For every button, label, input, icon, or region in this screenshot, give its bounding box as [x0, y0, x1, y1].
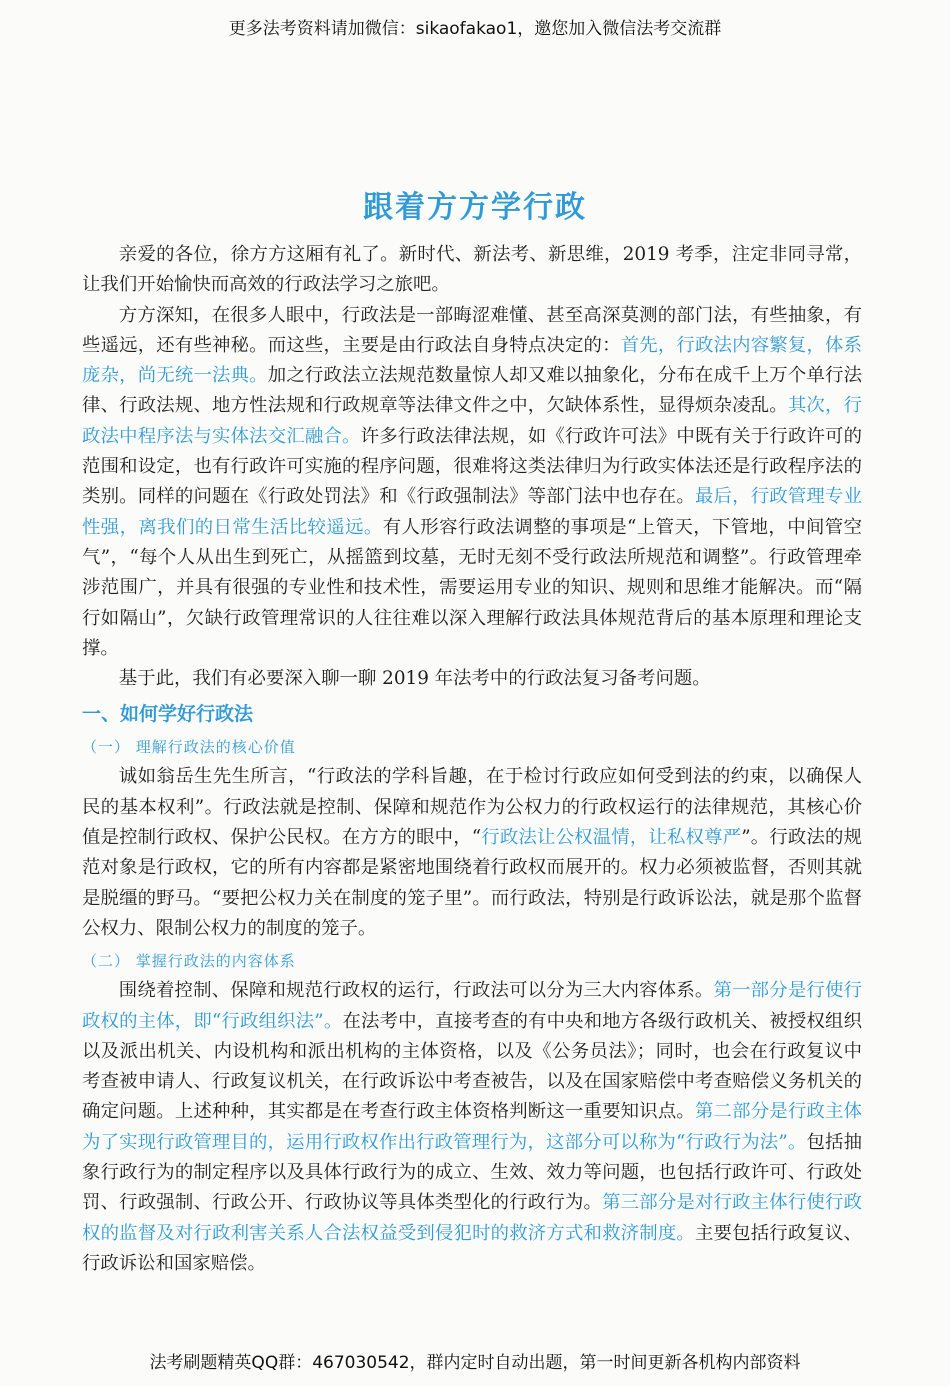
highlight-third: 最后，行政管理专业性强，离我们的日常生活比较遥远。 — [82, 486, 862, 538]
highlight-part-two: 第二部分是行政主体为了实现行政管理目的，运用行政权作出行政管理行为，这部分可以称为“行政行为法”。 — [82, 1101, 862, 1153]
text-segment: 包括抽象行政行为的制定程序以及具体行政行为的成立、生效、效力等问题，也包括行政许可、行政处罚、行政强制、行政公开、行政协议等具体类型化的行政行为。 — [82, 1131, 862, 1214]
text-segment: 方方深知，在很多人眼中，行政法是一部晦涩难懂、甚至高深莫测的部门法，有些抽象，有些遥远，还有些神秘。而这些，主要是由行政法自身特点决定的： — [82, 304, 862, 356]
subsection-heading-1: （一） 理解行政法的核心价值 — [82, 738, 296, 757]
highlight-quote: 行政法让公权温情，让私权尊严 — [481, 827, 742, 849]
paragraph-intro: 亲爱的各位，徐方方这厢有礼了。新时代、新法考、新思维，2019 考季，注定非同寻常，让我们开始愉快而高效的行政法学习之旅吧。 — [82, 244, 862, 296]
highlight-second: 其次，行政法中程序法与实体法交汇融合。 — [82, 395, 862, 447]
footer-note: 法考刷题精英QQ群：467030542，群内定时自动出题，第一时间更新各机构内部资料 — [149, 1353, 801, 1373]
paragraph-characteristics — [82, 301, 862, 665]
text-segment: 围绕着控制、保障和规范行政权的运行，行政法可以分为三大内容体系。 — [118, 980, 714, 1002]
text-segment: 主要包括行政复议、行政诉讼和国家赔偿。 — [82, 1222, 862, 1274]
text-segment: 在法考中，直接考查的有中央和地方各级行政机关、被授权组织以及派出机关、内设机构和派出机构的主体资格，以及《公务员法》；同时，也会在行政复议中考查被申请人、行政复议机关，在行政诉讼中考查被告，以及在国家赔偿中考查赔偿义务机关的确定问题。上述种种，其实都是在考查行政主体资格判断这一重要知识点。 — [82, 1010, 862, 1123]
text-segment: 加之行政法立法规范数量惊人却又难以抽象化，分布在成千上万个单行法律、行政法规、地方性法规和行政规章等法律文件之中，欠缺体系性，显得烦杂凌乱。 — [82, 365, 862, 417]
highlight-part-one: 第一部分是行使行政权的主体，即“行政组织法”。 — [82, 980, 862, 1032]
text-segment: 诚如翁岳生先生所言，“行政法的学科旨趣，在于检讨行政应如何受到法的约束，以确保人民的基本权利”。行政法就是控制、保障和规范作为公权力的行政权运行的法律规范，其核心价值是控制行政权、保护公民权。在方方的眼中，“ — [82, 766, 862, 849]
paragraph-core-value — [82, 762, 862, 944]
header-note: 更多法考资料请加微信：sikaofakao1，邀您加入微信法考交流群 — [228, 19, 722, 39]
subsection-heading-2: （二） 掌握行政法的内容体系 — [82, 952, 296, 971]
text-segment: ”。行政法的规范对象是行政权，它的所有内容都是紧密地围绕着行政权而展开的。权力必须被监督，否则其就是脱缰的野马。“要把公权力关在制度的笼子里”。而行政法，特别是行政诉讼法，就是那个监督公权力、限制公权力的制度的笼子。 — [82, 827, 862, 939]
paragraph-basis: 基于此，我们有必要深入聊一聊 2019 年法考中的行政法复习备考问题。 — [118, 668, 711, 690]
paragraph-content-system — [82, 976, 862, 1279]
highlight-first: 首先，行政法内容繁复，体系庞杂，尚无统一法典。 — [82, 334, 862, 387]
text-segment: 许多行政法律法规，如《行政许可法》中既有关于行政许可的范围和设定，也有行政许可实施的程序问题，很难将这类法律归为行政实体法还是行政程序法的类别。同样的问题在《行政处罚法》和《行政强制法》等部门法中也存在。 — [82, 425, 862, 508]
section-heading-1: 一、如何学好行政法 — [82, 703, 254, 726]
article-body — [82, 240, 862, 1279]
text-segment: 有人形容行政法调整的事项是“上管天，下管地，中间管空气”，“每个人从出生到死亡，从摇篮到坟墓，无时无刻不受行政法所规范和调整”。行政管理牵涉范围广，并具有很强的专业性和技术性，需要运用专业的知识、规则和思维才能解决。而“隔行如隔山”，欠缺行政管理常识的人往往难以深入理解行政法具体规范背后的基本原理和理论支撑。 — [82, 516, 862, 659]
page-title: 跟着方方学行政 — [363, 190, 587, 226]
highlight-part-three: 第三部分是对行政主体行使行政权的监督及对行政利害关系人合法权益受到侵犯时的救济方式和救济制度。 — [82, 1192, 862, 1244]
